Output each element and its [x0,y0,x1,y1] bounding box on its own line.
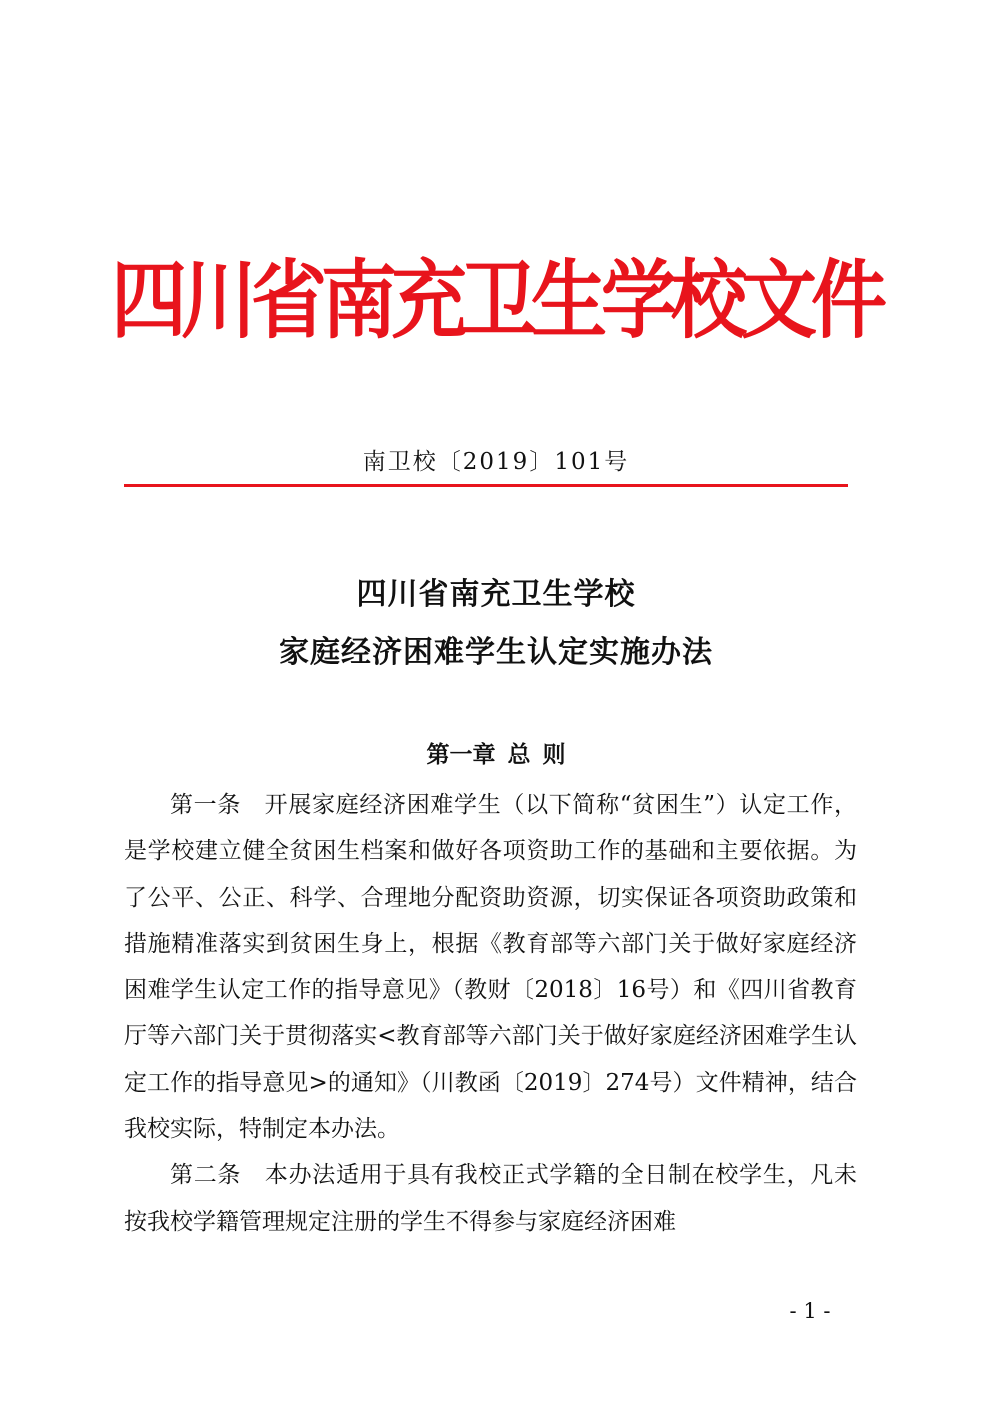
document-title-line-2: 家庭经济困难学生认定实施办法 [279,635,713,670]
red-divider-line [124,484,848,487]
document-body [124,782,857,1245]
page-number: - 1 - [789,1299,831,1323]
chapter-heading: 第一章 总 则 [426,742,566,768]
document-header-title: 四川省南充卫生学校文件 [111,250,881,351]
article-1-paragraph: 第一条 开展家庭经济困难学生（以下简称“贫困生”）认定工作，是学校建立健全贫困生档案和做好各项资助工作的基础和主要依据。为了公平、公正、科学、合理地分配资助资源，切实保证各项资助政策和措施精准落实到贫困生身上，根据《教育部等六部门关于做好家庭经济困难学生认定工作的指导意见》（教财〔2018〕16号）和《四川省教育厅等六部门关于贯彻落实<教育部等六部门关于做好家庭经济困难学生认定工作的指导意见>的通知》（川教函〔2019〕274号）文件精神，结合我校实际，特制定本办法。 [124,792,857,1143]
document-number: 南卫校〔2019〕101号 [362,449,630,475]
article-2-paragraph: 第二条 本办法适用于具有我校正式学籍的全日制在校学生，凡未按我校学籍管理规定注册的学生不得参与家庭经济困难 [124,1162,857,1235]
document-title-line-1: 四川省南充卫生学校 [356,577,636,612]
